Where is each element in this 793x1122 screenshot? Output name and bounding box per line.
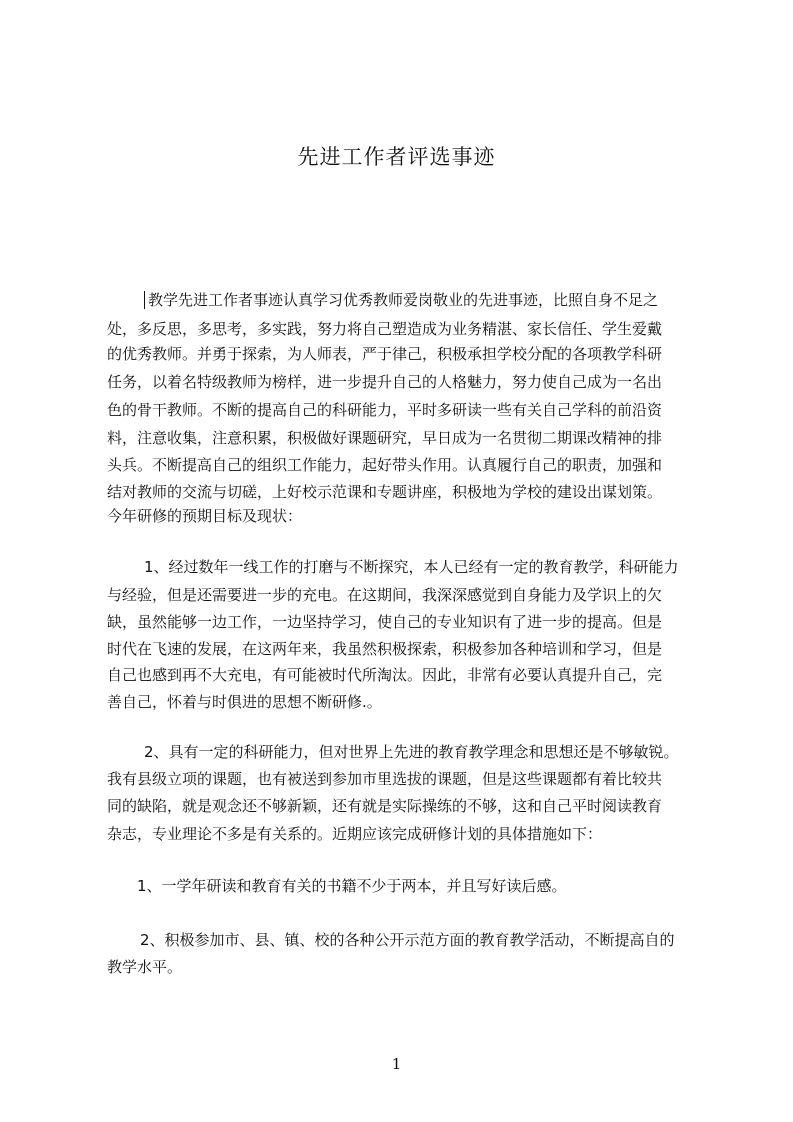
paragraph-line: 同的缺陷，就是观念还不够新颖，还有就是实际操练的不够，这和自己平时阅读教育 [107, 797, 663, 815]
paragraph-line [144, 290, 658, 310]
paragraph-line: 的优秀教师。并勇于探索，为人师表，严于律己，积极承担学校分配的各项教学科研 [107, 345, 663, 363]
paragraph-line: 教学水平。 [107, 958, 183, 976]
paragraph-line: 2、积极参加市、县、镇、校的各种公开示范方面的教育教学活动，不断提高自的 [140, 931, 675, 949]
paragraph-line: 与经验，但是还需要进一步的充电。在这期间，我深深感觉到自身能力及学识上的欠 [107, 586, 663, 604]
paragraph-line: 自己也感到再不大充电，有可能被时代所淘汰。因此，非常有必要认真提升自己，完 [107, 666, 663, 684]
text-cursor [144, 291, 145, 309]
document-title: 先进工作者评选事迹 [297, 145, 496, 169]
paragraph-line: 今年研修的预期目标及现状： [107, 507, 303, 525]
paragraph-line: 1、一学年研读和教育有关的书籍不少于两本，并且写好读后感。 [137, 877, 567, 895]
paragraph-line: 结对教师的交流与切磋，上好校示范课和专题讲座，积极地为学校的建设出谋划策。 [107, 483, 663, 501]
paragraph-line: 缺，虽然能够一边工作，一边坚持学习，使自己的专业知识有了进一步的提高。但是 [107, 613, 663, 631]
paragraph-line: 任务，以着名特级教师为榜样，进一步提升自己的人格魅力，努力使自己成为一名出 [107, 373, 663, 391]
paragraph-line: 我有县级立项的课题，也有被送到参加市里选拔的课题，但是这些课题都有着比较共 [107, 770, 663, 788]
paragraph-line: 头兵。不断提高自己的组织工作能力，起好带头作用。认真履行自己的职责，加强和 [107, 456, 663, 474]
paragraph-line: 1、经过数年一线工作的打磨与不断探究，本人已经有一定的教育教学，科研能力 [144, 558, 679, 576]
paragraph-text: 教学先进工作者事迹认真学习优秀教师爱岗敬业的先进事迹，比照自身不足之 [148, 291, 659, 309]
paragraph-line: 杂志，专业理论不多是有关系的。近期应该完成研修计划的具体措施如下： [107, 825, 603, 843]
paragraph-line: 色的骨干教师。不断的提高自己的科研能力，平时多研读一些有关自己学科的前沿资 [107, 401, 663, 419]
page-number: 1 [391, 1055, 402, 1073]
paragraph-line: 料，注意收集，注意积累，积极做好课题研究，早日成为一名贯彻二期课改精神的排 [107, 429, 663, 447]
paragraph-line: 处，多反思，多思考，多实践，努力将自己塑造成为业务精湛、家长信任、学生爱戴 [107, 320, 663, 338]
paragraph-line: 时代在飞速的发展，在这两年来，我虽然积极探索，积极参加各种培训和学习，但是 [107, 640, 663, 658]
paragraph-line: 善自己，怀着与时俱进的思想不断研修.。 [107, 693, 382, 711]
paragraph-line: 2、具有一定的科研能力，但对世界上先进的教育教学理念和思想还是不够敏锐。 [144, 743, 679, 761]
